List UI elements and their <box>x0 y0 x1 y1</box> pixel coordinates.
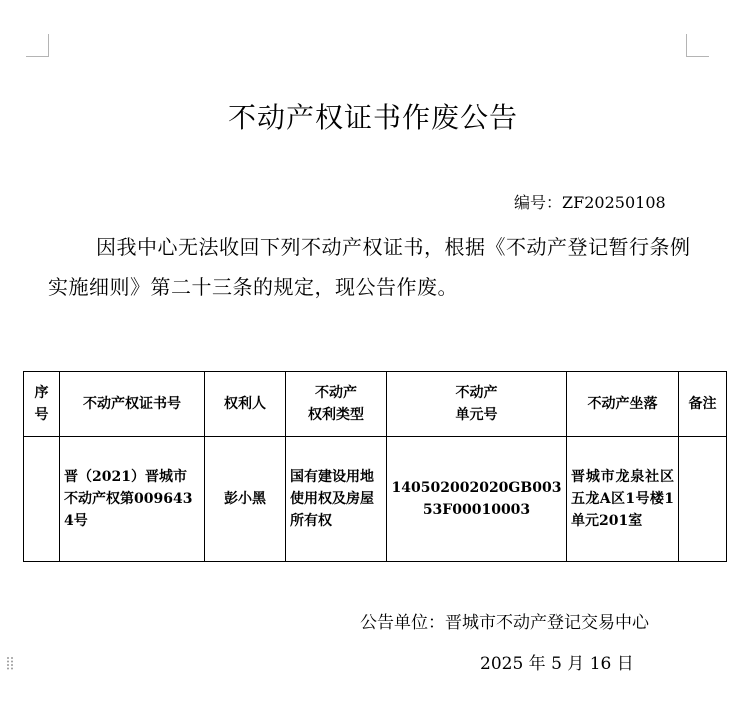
issuer-label: 公告单位： <box>360 613 445 633</box>
header-right-type-line1: 不动产 <box>315 385 357 401</box>
notice-body: 因我中心无法收回下列不动产权证书，根据《不动产登记暂行条例实施细则》第二十三条的规定，现公告作废。 <box>48 235 691 299</box>
crop-mark-top-right <box>686 34 709 57</box>
header-remark: 备注 <box>679 372 727 437</box>
issuer-name: 晋城市不动产登记交易中心 <box>445 613 649 633</box>
issue-date: 2025 年 5 月 16 日 <box>480 654 634 674</box>
header-unit-no <box>387 372 567 437</box>
page-title: 不动产权证书作废公告 <box>227 101 518 134</box>
header-unit-no-line2: 单元号 <box>455 407 498 423</box>
header-location: 不动产坐落 <box>567 372 679 437</box>
header-cert-no: 不动产权证书号 <box>60 372 205 437</box>
document-number-value: ZF20250108 <box>562 193 666 212</box>
cell-remark <box>679 437 727 562</box>
header-holder: 权利人 <box>205 372 286 437</box>
header-seq: 序号 <box>24 372 60 437</box>
issuer-line <box>360 611 649 635</box>
header-unit-no-line1: 不动产 <box>455 385 498 401</box>
document-number <box>514 191 666 215</box>
cell-cert-no: 晋（2021）晋城市不动产权第0096434号 <box>60 437 205 562</box>
crop-mark-top-left <box>26 34 49 57</box>
cell-unit-no: 140502002020GB00353F00010003 <box>387 437 567 562</box>
document-number-label: 编号： <box>514 193 563 212</box>
drag-handle-dots <box>6 656 14 670</box>
header-right-type-line2: 权利类型 <box>308 407 364 423</box>
header-right-type <box>286 372 387 437</box>
table-header-row <box>24 372 727 437</box>
cell-seq <box>24 437 60 562</box>
certificate-table <box>23 371 727 562</box>
cell-right-type: 国有建设用地使用权及房屋所有权 <box>286 437 387 562</box>
drag-handle-icon[interactable] <box>6 656 14 670</box>
table-row <box>24 437 727 562</box>
cell-location: 晋城市龙泉社区五龙A区1号楼1单元201室 <box>567 437 679 562</box>
cell-holder: 彭小黑 <box>205 437 286 562</box>
